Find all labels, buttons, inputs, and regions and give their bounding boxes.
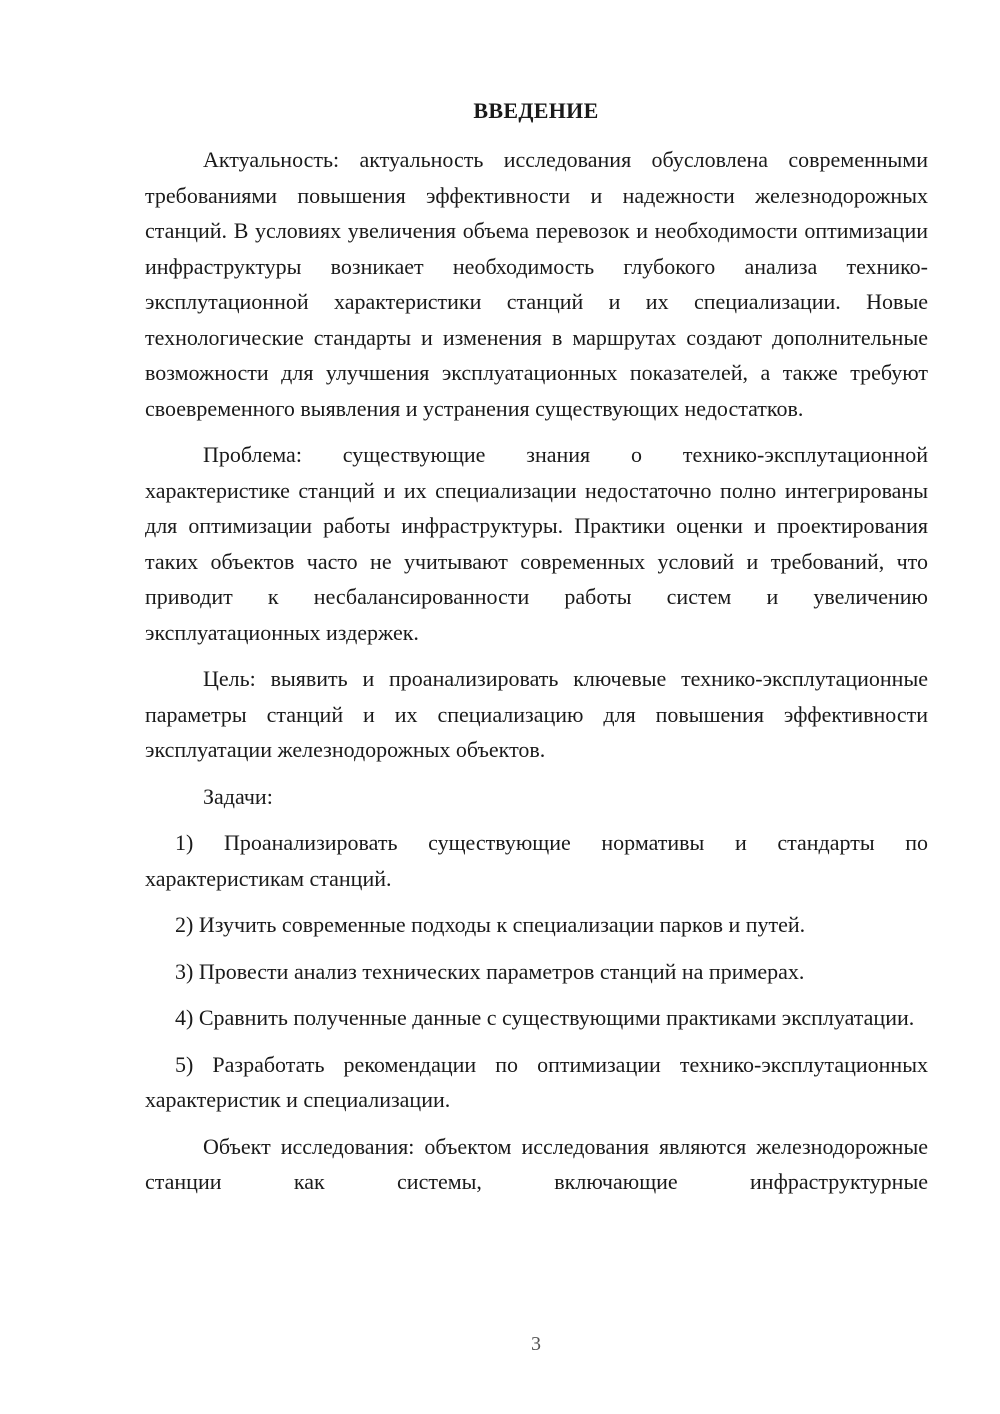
task-item-3: 3) Провести анализ технических параметров станций на примерах. <box>175 958 805 984</box>
section-title: ВВЕДЕНИЕ <box>473 98 599 123</box>
paragraph-relevance: Актуальность: актуальность исследования обусловлена современными требованиями повышения эффективности и надежности железнодорожных станций. В условиях увеличения объема перевозок и необходимости оптимизации инфраструктуры возникает необходимость глубокого анализа технико-эксплутационной характеристики станций и их специализации. Новые технологические стандарты и изменения в маршрутах создают дополнительные возможности для улучшения эксплуатационных показателей, а также требуют своевременного выявления и устранения существующих недостатков. <box>145 147 928 421</box>
paragraph-problem: Проблема: существующие знания о технико-эксплутационной характеристике станций и их специализации недостаточно полно интегрированы для оптимизации работы инфраструктуры. Практики оценки и проектирования таких объектов часто не учитывают современных условий и требований, что приводит к несбалансированности работы систем и увеличению эксплуатационных издержек. <box>145 442 928 645</box>
task-item-2: 2) Изучить современные подходы к специализации парков и путей. <box>175 912 806 937</box>
tasks-heading: Задачи: <box>203 783 273 809</box>
paragraph-object: Объект исследования: объектом исследования являются железнодорожные станции как системы, включающие инфраструктурные <box>145 1133 928 1194</box>
task-item-4: 4) Сравнить полученные данные с существующими практиками эксплуатации. <box>175 1005 915 1030</box>
task-item-5: 5) Разработать рекомендации по оптимизации технико-эксплутационных характеристик и специализации. <box>145 1051 928 1112</box>
page-number: 3 <box>531 1333 541 1355</box>
paragraph-goal: Цель: выявить и проанализировать ключевые технико-эксплутационные параметры станций и их специализацию для повышения эффективности эксплуатации железнодорожных объектов. <box>145 666 928 762</box>
document-body <box>145 142 928 1211</box>
task-item-1: 1) Проанализировать существующие нормативы и стандарты по характеристикам станций. <box>145 830 928 891</box>
